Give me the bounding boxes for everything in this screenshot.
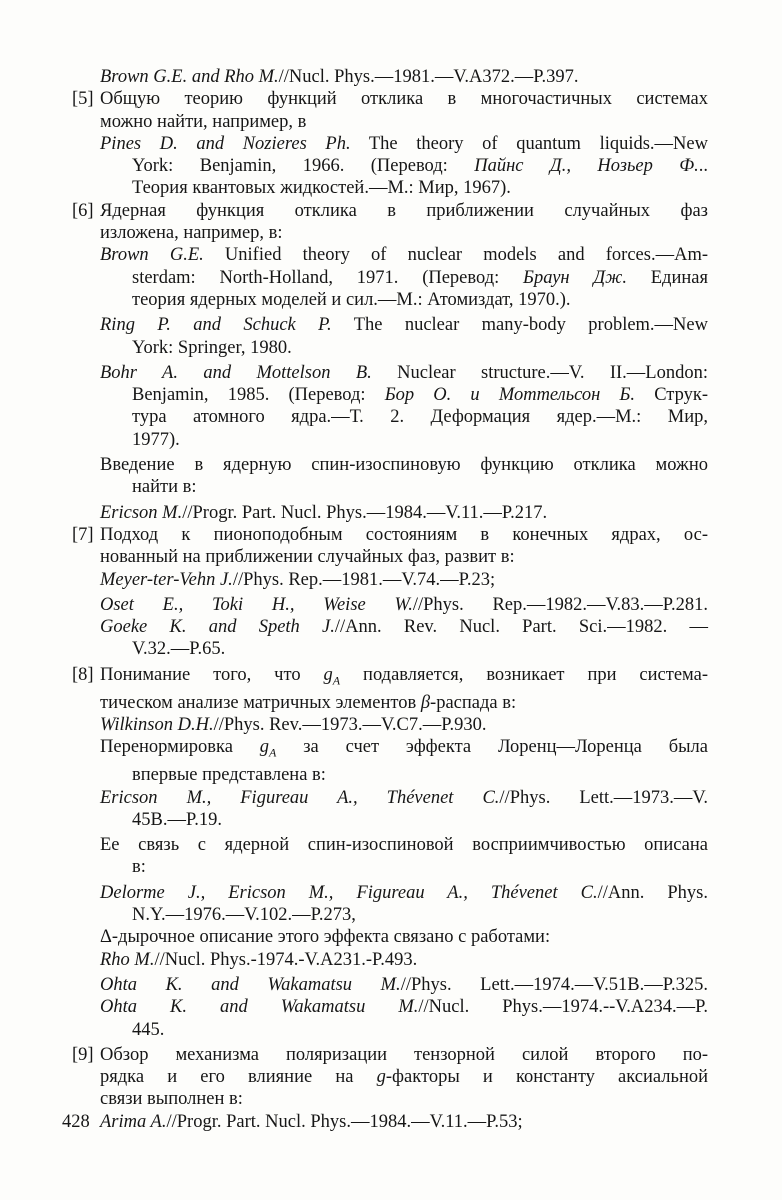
text-run: Nuclear structure.—V. II.—London: [371,362,708,383]
reference-line [100,594,708,616]
text-run: //Progr. Part. Nucl. Phys.—1984.—V.11.—P.53; [166,1111,523,1132]
text-run: Теория квантовых жидкостей.—М.: Мир, 1967). [132,178,511,199]
text-run: Перенормировка [100,737,260,758]
reference-number: [6] [72,200,94,221]
text-run: Unified theory of nuclear models and forces.—Am- [203,245,708,266]
text-run: можно найти, например, в [100,111,307,132]
subscript-text: A [269,745,277,760]
text-run: -распада в: [430,692,517,713]
reference-line [72,524,708,546]
reference-line [100,66,708,88]
reference-line [100,569,708,591]
reference-line [132,267,708,289]
italic-text: Ericson M. [100,502,183,523]
reference-line [132,337,708,359]
italic-text: Rho M. [100,949,155,970]
reference-line [132,384,708,406]
reference-line [100,314,708,336]
italic-text: Oset E., Toki H., Weise W. [100,594,413,615]
reference-line [100,996,708,1018]
reference-line [72,200,708,222]
italic-text: β [420,692,431,713]
reference-line [132,638,708,660]
text-run: York: Benjamin, 1966. (Перевод: [132,156,475,177]
italic-text: Goeke K. and Speth J. [100,617,335,638]
text-run: //Nucl. Phys.—1974.--V.A234.—P. [418,997,708,1018]
text-run: -факторы и константу аксиальной [385,1067,709,1088]
text-run: Benjamin, 1985. (Перевод: [132,385,385,406]
reference-line [100,882,708,904]
text-run: Δ-дырочное описание этого эффекта связано с работами: [100,927,551,948]
reference-line [100,454,708,476]
reference-cont [72,66,708,88]
text-run: нованный на приближении случайных фаз, развит в: [100,547,515,568]
reference-line [100,502,708,524]
text-run: Введение в ядерную спин-изоспиновую функцию отклика можно [100,455,708,476]
italic-text: g [259,737,270,758]
italic-text: Браун Дж. [523,267,627,288]
italic-text: g [376,1067,386,1088]
text-run: Ядерная функция отклика в приближении случайных фаз [100,200,708,221]
italic-text: Brown G.E. [100,245,204,266]
reference-line [132,764,708,786]
reference-line [100,616,708,638]
text-run: Ее связь с ядерной спин-изоспиновой восприимчивостью описана [100,835,708,856]
reference-line [132,429,708,451]
reference-line [132,904,708,926]
italic-text: Ericson M., Figureau A., Thévenet C. [100,787,500,808]
reference-line [132,177,708,199]
italic-text: Arima A. [100,1111,167,1132]
reference-ref9 [72,1044,708,1133]
references-list [72,66,708,1133]
text-run: тическом анализе матричных элементов [100,692,421,713]
italic-text: Ohta K. and Wakamatsu M. [100,997,419,1018]
reference-line [100,736,708,764]
text-run: Общую теорию функций отклика в многочастичных системах [100,89,708,110]
text-run: //Nucl. Phys.-1974.-V.A231.-P.493. [154,949,418,970]
reference-line [100,111,708,133]
reference-ref5 [72,88,708,199]
page-number: 428 [62,1112,90,1132]
reference-line [72,88,708,110]
reference-line [132,1019,708,1041]
text-run: тура атомного ядра.—Т. 2. Деформация ядер.—М.: Мир, [132,407,708,428]
text-run: 445. [132,1019,165,1040]
subscript-text: A [332,673,341,688]
text-run: York: Springer, 1980. [132,337,292,358]
italic-text: Бор О. и Моттельсон Б. [384,385,636,406]
text-run: The nuclear many-body problem.—New [331,315,708,336]
text-run: .. [698,156,708,177]
text-run: Струк- [635,385,709,406]
reference-line [100,1066,708,1088]
text-run: в: [132,857,146,878]
reference-number: [5] [72,89,94,110]
text-run: //Phys. Lett.—1974.—V.51B.—P.325. [400,974,709,995]
text-run: 45B.—P.19. [132,809,222,830]
reference-ref6 [72,200,708,524]
reference-line [100,1111,708,1133]
italic-text: Ohta K. and Wakamatsu M. [100,974,401,995]
italic-text: Brown G.E. and Rho M. [100,67,279,87]
text-run: 1977). [132,429,180,450]
text-run: Понимание того, что [100,664,324,685]
italic-text: Meyer-ter-Vehn J. [100,569,233,590]
italic-text: Wilkinson D.H. [100,715,214,735]
reference-line [100,546,708,568]
reference-line [132,856,708,878]
reference-line [100,362,708,384]
reference-line [100,133,708,155]
text-run: связи выполнен в: [100,1089,243,1110]
reference-line [100,787,708,809]
text-run: N.Y.—1976.—V.102.—P.273, [132,905,356,926]
italic-text: Bohr A. and Mottelson B. [100,362,372,383]
reference-line [72,1044,708,1066]
reference-line [72,664,708,692]
italic-text: Пайнс Д., Нозьер Ф. [474,156,699,177]
text-run: найти в: [132,477,197,498]
reference-number: [7] [72,524,94,545]
text-run: подавляется, возникает при система- [340,664,708,685]
italic-text: Delorme J., Ericson M., Figureau A., Thévenet C. [100,882,598,903]
text-run: //Ann. Phys. [597,882,708,903]
text-run: //Phys. Rep.—1982.—V.83.—P.281. [412,594,708,615]
italic-text: g [323,664,333,685]
reference-line [132,155,708,177]
reference-line [132,809,708,831]
reference-line [132,289,708,311]
text-run: sterdam: North-Holland, 1971. (Перевод: [132,267,524,288]
reference-line [100,1088,708,1110]
text-run: рядка и его влияние на [100,1067,377,1088]
text-run: теория ядерных моделей и сил.—М.: Атомиздат, 1970.). [132,289,571,310]
italic-text: Ring P. and Schuck P. [100,315,332,336]
reference-line [100,692,708,714]
text-run: Подход к пионоподобным состояниям в конечных ядрах, ос- [100,524,708,545]
text-run: //Phys. Rep.—1981.—V.74.—P.23; [232,569,496,590]
reference-line [100,926,708,948]
reference-ref8 [72,664,708,1041]
reference-line [100,714,708,736]
reference-line [132,476,708,498]
reference-ref7 [72,524,708,661]
italic-text: Pines D. and Nozieres Ph. [100,133,351,154]
reference-line [100,222,708,244]
text-run: //Ann. Rev. Nucl. Part. Sci.—1982. — [334,617,708,638]
text-run: //Progr. Part. Nucl. Phys.—1984.—V.11.—P.217. [182,502,548,523]
text-run: за счет эффекта Лоренц—Лоренца была [276,737,708,758]
text-run: The theory of quantum liquids.—New [350,133,708,154]
text-run: //Nucl. Phys.—1981.—V.A372.—P.397. [278,67,579,87]
reference-line [100,949,708,971]
reference-line [132,406,708,428]
reference-number: [8] [72,664,94,685]
reference-number: [9] [72,1044,94,1065]
text-run: впервые представлена в: [132,765,326,786]
reference-line [100,244,708,266]
text-run: Обзор механизма поляризации тензорной силой второго по- [100,1044,708,1065]
reference-line [100,834,708,856]
text-run: //Phys. Rev.—1973.—V.C7.—P.930. [213,715,487,735]
reference-line [100,974,708,996]
text-run: V.32.—P.65. [132,639,226,660]
text-run: //Phys. Lett.—1973.—V. [499,787,708,808]
text-run: Единая [626,267,708,288]
text-run: изложена, например, в: [100,223,283,244]
